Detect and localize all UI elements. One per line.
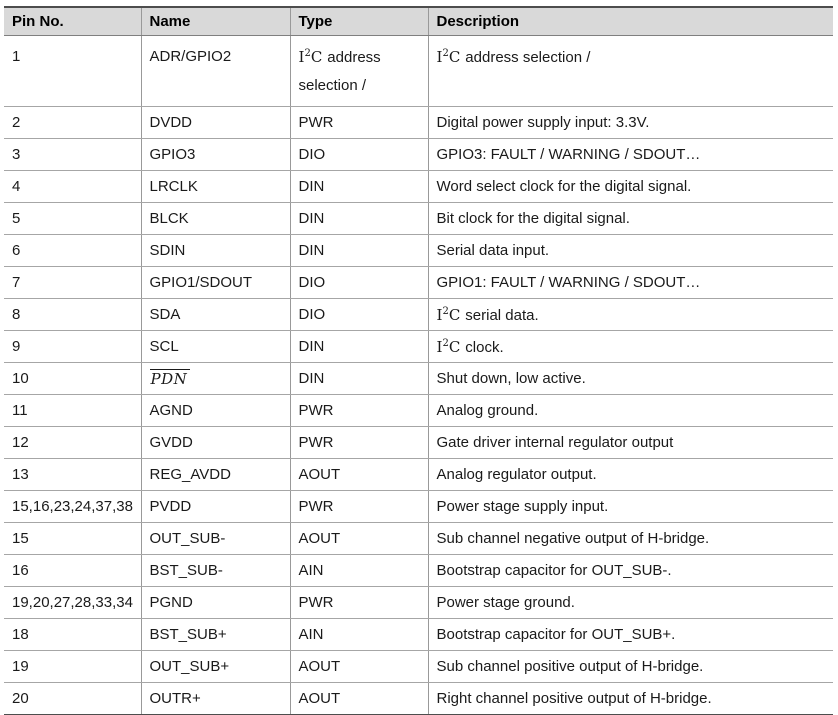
- description-cell: Sub channel negative output of H-bridge.: [428, 523, 833, 555]
- type-cell: DIN: [290, 331, 428, 363]
- table-row: [4, 651, 833, 683]
- column-header-name: Name: [141, 7, 290, 36]
- type-cell: AOUT: [290, 651, 428, 683]
- name-cell: AGND: [141, 395, 290, 427]
- table-row: [4, 139, 833, 171]
- description-cell: Right channel positive output of H-bridge.: [436, 690, 712, 707]
- pin-cell: 19: [4, 651, 141, 683]
- pin-table-body: [4, 36, 833, 715]
- description-cell: Sub channel positive output of H-bridge.: [428, 651, 833, 683]
- table-row: [4, 36, 833, 107]
- name-cell: SDA: [141, 299, 290, 331]
- type-cell: PWR: [290, 427, 428, 459]
- pin-cell: 9: [4, 331, 141, 363]
- pin-cell: 2: [4, 107, 141, 139]
- overline-signal-name: PDN: [150, 369, 191, 388]
- name-cell: GPIO3: [141, 139, 290, 171]
- pin-cell: 12: [4, 427, 141, 459]
- type-cell: DIN: [290, 203, 428, 235]
- table-row: [4, 171, 833, 203]
- description-cell: GPIO3: FAULT / WARNING / SDOUT…: [428, 139, 833, 171]
- type-cell: AOUT: [290, 459, 428, 491]
- pin-cell: 3: [4, 139, 141, 171]
- type-cell: DIN: [290, 235, 428, 267]
- i2c-label: $I^2C$: [436, 48, 461, 66]
- table-row: [4, 203, 833, 235]
- table-row: [4, 555, 833, 587]
- table-header: [4, 7, 833, 36]
- table-row: [4, 267, 833, 299]
- pin-cell: 5: [4, 203, 141, 235]
- type-cell: PWR: [290, 491, 428, 523]
- pin-assignment-table: [4, 6, 833, 715]
- type-cell: DIN: [290, 171, 428, 203]
- description-cell: Digital power supply input: 3.3V.: [428, 107, 833, 139]
- pin-cell: 16: [4, 555, 141, 587]
- type-cell: DIO: [290, 299, 428, 331]
- pin-cell: 7: [4, 267, 141, 299]
- name-cell: BST_SUB+: [141, 619, 290, 651]
- table-row: [4, 683, 833, 715]
- column-header-description: Description: [428, 7, 833, 36]
- table-row: [4, 235, 833, 267]
- name-cell: BST_SUB-: [141, 555, 290, 587]
- name-cell: OUT_SUB-: [141, 523, 290, 555]
- description-cell: Analog ground.: [428, 395, 833, 427]
- header-row: [4, 7, 833, 36]
- description-cell: $I^2C$ clock.: [428, 331, 833, 363]
- description-cell: Gate driver internal regulator output: [428, 427, 833, 459]
- table-row: [4, 523, 833, 555]
- name-cell: OUT_SUB+: [141, 651, 290, 683]
- pin-cell: 13: [4, 459, 141, 491]
- name-cell: [141, 363, 290, 395]
- type-cell: DIO: [290, 139, 428, 171]
- description-cell: $I^2C$ serial data.: [428, 299, 833, 331]
- pin-cell: 15,16,23,24,37,38: [4, 491, 141, 523]
- type-cell: PWR: [290, 395, 428, 427]
- type-cell: AIN: [290, 555, 428, 587]
- description-cell: Power stage supply input.: [428, 491, 833, 523]
- type-cell: $I^2C$ address selection /: [290, 36, 428, 107]
- name-cell: SDIN: [141, 235, 290, 267]
- pin-cell: 6: [4, 235, 141, 267]
- description-cell: Shut down, low active.: [428, 363, 833, 395]
- type-cell: AOUT: [290, 523, 428, 555]
- name-cell: BLCK: [141, 203, 290, 235]
- name-cell: OUTR+: [141, 683, 290, 715]
- pin-cell: 10: [4, 363, 141, 395]
- i2c-label: $I^2C$: [436, 305, 461, 324]
- description-cell: GPIO1: FAULT / WARNING / SDOUT…: [428, 267, 833, 299]
- table-row: [4, 331, 833, 363]
- pin-cell: 11: [4, 395, 141, 427]
- i2c-label: $I^2C$: [298, 48, 323, 66]
- description-cell: Analog regulator output.: [428, 459, 833, 491]
- name-cell: SCL: [141, 331, 290, 363]
- type-cell: AOUT: [290, 683, 428, 715]
- description-cell: $I^2C$ address selection /: [428, 36, 833, 107]
- name-cell: LRCLK: [141, 171, 290, 203]
- description-cell: Bit clock for the digital signal.: [428, 203, 833, 235]
- description-cell: Word select clock for the digital signal.: [428, 171, 833, 203]
- pin-cell: 19,20,27,28,33,34: [4, 587, 141, 619]
- name-cell: PVDD: [141, 491, 290, 523]
- table-row: [4, 299, 833, 331]
- type-cell: PWR: [290, 107, 428, 139]
- name-cell: PGND: [141, 587, 290, 619]
- name-cell: DVDD: [141, 107, 290, 139]
- description-cell: Bootstrap capacitor for OUT_SUB+.: [428, 619, 833, 651]
- type-cell: DIO: [290, 267, 428, 299]
- table-row: [4, 619, 833, 651]
- name-cell: REG_AVDD: [141, 459, 290, 491]
- table-row: [4, 491, 833, 523]
- i2c-label: $I^2C$: [436, 337, 461, 356]
- description-cell: Serial data input.: [428, 235, 833, 267]
- pin-cell: 4: [4, 171, 141, 203]
- table-row: [4, 363, 833, 395]
- column-header-type: Type: [290, 7, 428, 36]
- table-row: [4, 107, 833, 139]
- column-header-pin-no: Pin No.: [4, 7, 141, 36]
- pin-cell: 15: [4, 523, 141, 555]
- type-cell: AIN: [290, 619, 428, 651]
- type-cell: PWR: [290, 587, 428, 619]
- name-cell: GVDD: [141, 427, 290, 459]
- pin-cell: 1: [4, 36, 141, 107]
- table-row: [4, 427, 833, 459]
- table-row: [4, 587, 833, 619]
- table-row: [4, 459, 833, 491]
- pin-cell: 18: [4, 619, 141, 651]
- pin-cell: 8: [4, 299, 141, 331]
- pin-cell: 20: [4, 683, 141, 715]
- description-cell: Bootstrap capacitor for OUT_SUB-.: [428, 555, 833, 587]
- table-row: [4, 395, 833, 427]
- description-cell: Power stage ground.: [428, 587, 833, 619]
- name-cell: ADR/GPIO2: [141, 36, 290, 107]
- type-cell: DIN: [290, 363, 428, 395]
- name-cell: GPIO1/SDOUT: [141, 267, 290, 299]
